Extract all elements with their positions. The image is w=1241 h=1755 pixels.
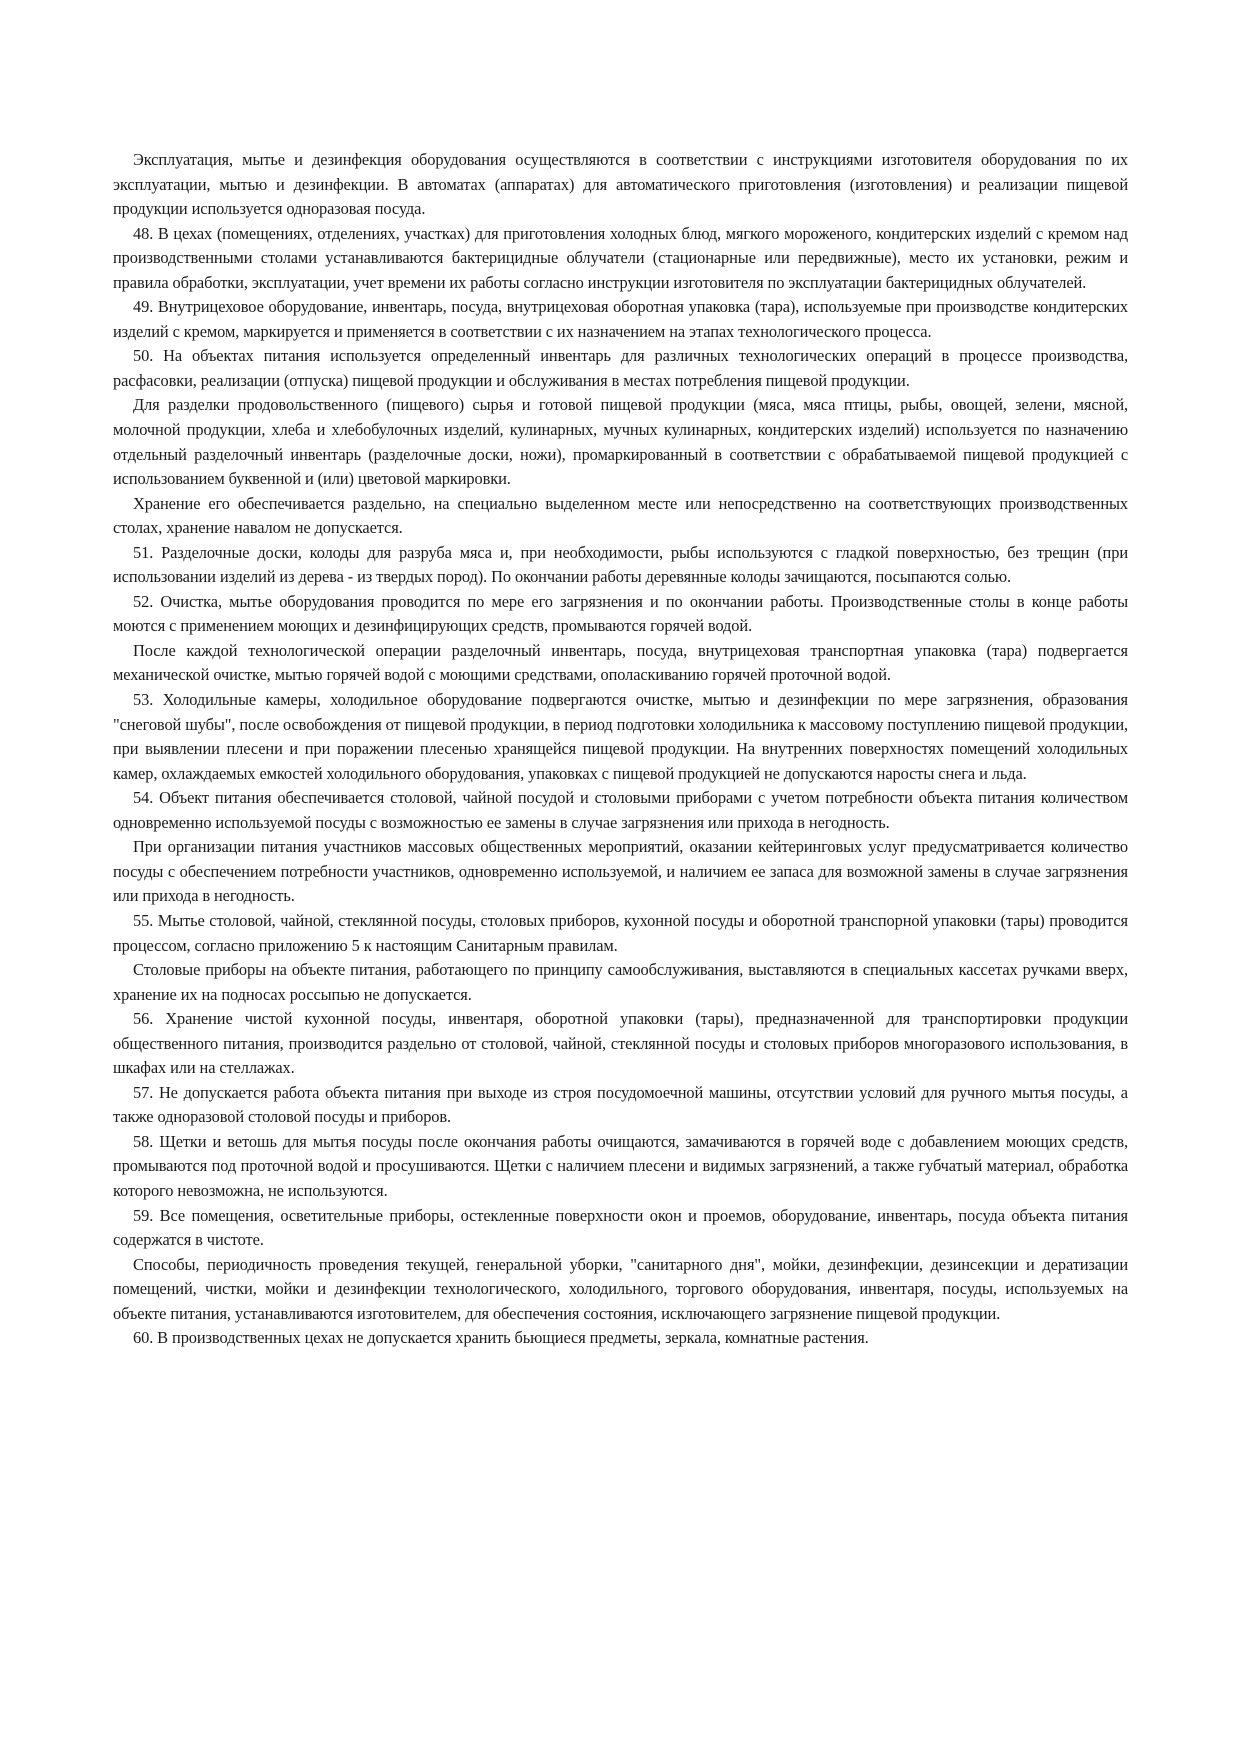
paragraph-59-cleaning-methods: Способы, периодичность проведения текущей, генеральной уборки, "санитарного дня", мойки, дезинфекции, дезинсекции и дератизации помещений, чистки, мойки и дезинфекции технологического, холодильного, торгового оборудования, инвентаря, посуды, используемых на объекте питания, устанавливаются изготовителем, для обеспечения состояния, исключающего загрязнение пищевой продукции.	[113, 1254, 1128, 1323]
paragraph-equipment-operation: Эксплуатация, мытье и дезинфекция оборудования осуществляются в соответствии с инструкциями изготовителя оборудования по их эксплуатации, мытью и дезинфекции. В автоматах (аппаратах) для автоматического приготовления (изготовления) и реализации пищевой продукции используется одноразовая посуда.	[113, 150, 1128, 219]
paragraph-56: 56. Хранение чистой кухонной посуды, инвентаря, оборотной упаковки (тары), предназначенной для транспортировки продукции общественного питания, производится раздельно от столовой, чайной, стеклянной посуды и столовых приборов многоразового использования, в шкафах или на стеллажах.	[113, 1009, 1128, 1078]
paragraph-51: 51. Разделочные доски, колоды для разруба мяса и, при необходимости, рыбы используются с гладкой поверхностью, без трещин (при использовании изделий из дерева - из твердых пород). По окончании работы деревянные колоды зачищаются, посыпаются солью.	[113, 542, 1128, 587]
paragraph-50-cutting-inventory: Для разделки продовольственного (пищевого) сырья и готовой пищевой продукции (мяса, мяса птицы, рыбы, овощей, зелени, мясной, молочной продукции, хлеба и хлебобулочных изделий, кулинарных, мучных кулинарных, кондитерских изделий) используется по назначению отдельный разделочный инвентарь (разделочные доски, ножи), промаркированный в соответствии с обрабатываемой пищевой продукцией с использованием буквенной и (или) цветовой маркировки.	[113, 395, 1128, 489]
paragraph-48: 48. В цехах (помещениях, отделениях, участках) для приготовления холодных блюд, мягкого мороженого, кондитерских изделий с кремом над производственными столами устанавливаются бактерицидные облучатели (стационарные или передвижные), место их установки, режим и правила обработки, эксплуатации, учет времени их работы согласно инструкции изготовителя по эксплуатации бактерицидных облучателей.	[113, 223, 1128, 292]
paragraph-53: 53. Холодильные камеры, холодильное оборудование подвергаются очистке, мытью и дезинфекции по мере загрязнения, образования "снеговой шубы", после освобождения от пищевой продукции, в период подготовки холодильника к массовому поступлению пищевой продукции, при выявлении плесени и при поражении плесенью хранящейся пищевой продукции. На внутренних поверхностях помещений холодильных камер, охлаждаемых емкостей холодильного оборудования, упаковках с пищевой продукцией не допускаются наросты снега и льда.	[113, 690, 1128, 783]
paragraph-55: 55. Мытье столовой, чайной, стеклянной посуды, столовых приборов, кухонной посуды и оборотной транспорной упаковки (тары) проводится процессом, согласно приложению 5 к настоящим Санитарным правилам.	[113, 910, 1128, 955]
paragraph-52: 52. Очистка, мытье оборудования проводится по мере его загрязнения и по окончании работы. Производственные столы в конце работы моются с применением моющих и дезинфицирующих средств, промываются горячей водой.	[113, 591, 1128, 636]
paragraph-54-mass-events: При организации питания участников массовых общественных мероприятий, оказании кейтеринговых услуг предусматривается количество посуды с обеспечением потребности участников, одновременно используемой, и наличием ее запаса для возможной замены в случае загрязнения или прихода в негодность.	[113, 837, 1128, 906]
paragraph-55-cutlery: Столовые приборы на объекте питания, работающего по принципу самообслуживания, выставляются в специальных кассетах ручками вверх, хранение их на подносах россыпью не допускается.	[113, 960, 1128, 1004]
paragraph-52-after-operation: После каждой технологической операции разделочный инвентарь, посуда, внутрицеховая транспортная упаковка (тара) подвергается механической очистке, мытью горячей водой с моющими средствами, ополаскиванию горячей проточной водой.	[113, 640, 1128, 685]
paragraph-58: 58. Щетки и ветошь для мытья посуды после окончания работы очищаются, замачиваются в горячей воде с добавлением моющих средств, промываются под проточной водой и просушиваются. Щетки с наличием плесени и видимых загрязнений, а также губчатый материал, обработка которого невозможна, не используются.	[113, 1131, 1128, 1200]
paragraph-50: 50. На объектах питания используется определенный инвентарь для различных технологических операций в процессе производства, расфасовки, реализации (отпуска) пищевой продукции и обслуживания в местах потребления пищевой продукции.	[113, 346, 1128, 390]
document-page	[113, 148, 1128, 1351]
paragraph-57: 57. Не допускается работа объекта питания при выходе из строя посудомоечной машины, отсутствии условий для ручного мытья посуды, а также одноразовой столовой посуды и приборов.	[113, 1082, 1128, 1127]
paragraph-59: 59. Все помещения, осветительные приборы, остекленные поверхности окон и проемов, оборудование, инвентарь, посуда объекта питания содержатся в чистоте.	[113, 1205, 1128, 1250]
paragraph-60: 60. В производственных цехах не допускается хранить бьющиеся предметы, зеркала, комнатные растения.	[133, 1328, 869, 1348]
paragraph-49: 49. Внутрицеховое оборудование, инвентарь, посуда, внутрицеховая оборотная упаковка (тара), используемые при производстве кондитерских изделий с кремом, маркируется и применяется в соответствии с их назначением на этапах технологического процесса.	[113, 297, 1128, 341]
paragraph-50-storage: Хранение его обеспечивается раздельно, на специально выделенном месте или непосредственно на соответствующих производственных столах, хранение навалом не допускается.	[113, 493, 1128, 538]
paragraph-54: 54. Объект питания обеспечивается столовой, чайной посудой и столовыми приборами с учетом потребности объекта питания количеством одновременно используемой посуды с возможностью ее замены в случае загрязнения или прихода в негодность.	[113, 788, 1128, 832]
